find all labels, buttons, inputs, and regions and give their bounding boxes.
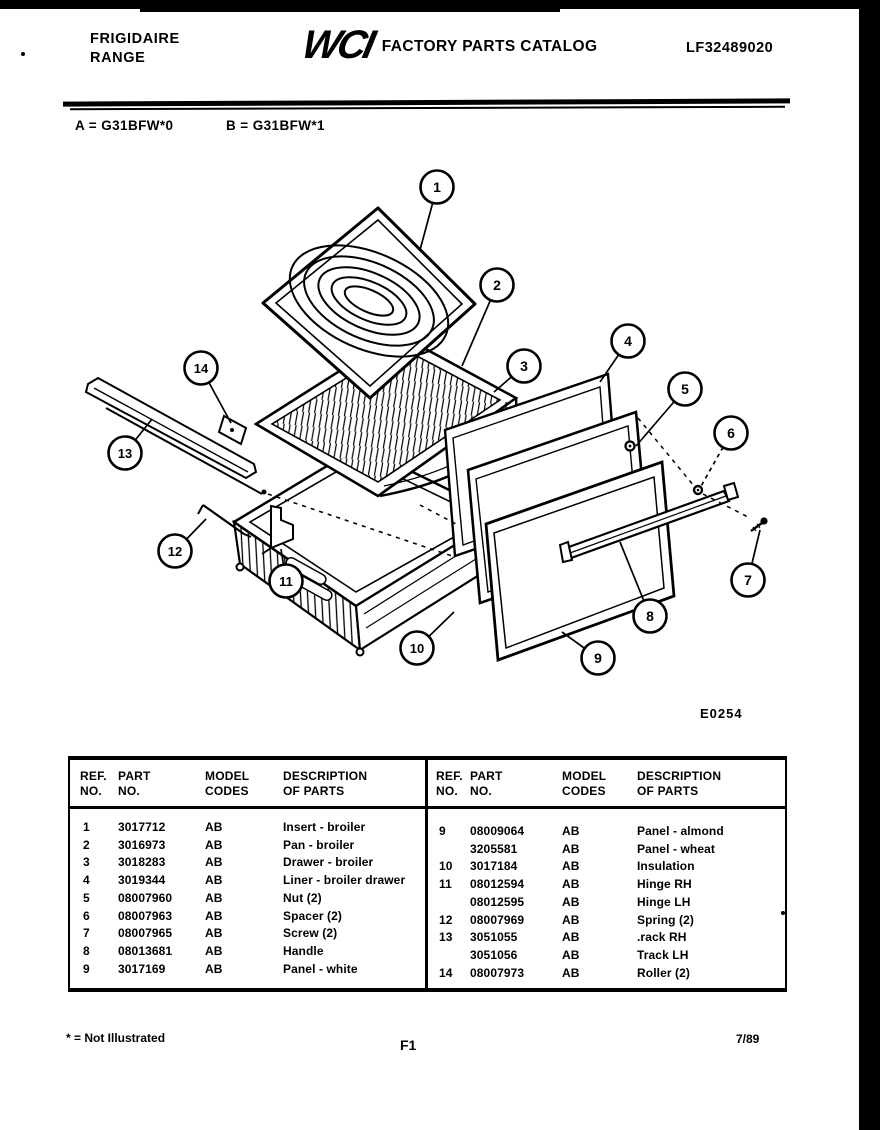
description: Roller (2) (637, 965, 691, 980)
part-no: 08007969 (470, 912, 525, 927)
table-row (80, 925, 425, 943)
table-row (436, 876, 785, 894)
callout-number-3: 3 (520, 358, 528, 374)
ref-no: 1 (83, 820, 90, 834)
description: Panel - white (283, 961, 358, 976)
model-codes: AB (205, 855, 223, 870)
model-codes: AB (562, 947, 580, 962)
column-header: DESCRIPTION OF PARTS (637, 769, 722, 798)
ref-no: 9 (83, 961, 90, 976)
brand-line2: RANGE (90, 50, 146, 66)
part-no: 3205581 (470, 841, 518, 856)
ref-no: 3 (83, 855, 90, 870)
table-row (436, 823, 785, 841)
ref-no (436, 947, 470, 965)
table-row (80, 854, 425, 872)
wci-logo: WCI (298, 23, 377, 67)
description: Insulation (637, 859, 695, 874)
model-a: A = G31BFW*0 (75, 118, 174, 133)
callout-number-1: 1 (433, 179, 441, 195)
description: Nut (2) (283, 890, 322, 905)
callout-number-2: 2 (493, 277, 501, 293)
callout-number-11: 11 (279, 574, 293, 589)
callout-number-12: 12 (167, 544, 183, 559)
column-header: PART NO. (470, 769, 503, 798)
column-header: REF. NO. (436, 769, 463, 798)
description: Pan - broiler (283, 837, 355, 852)
table-body (70, 809, 425, 978)
parts-table-right (428, 760, 785, 988)
model-codes: AB (205, 873, 223, 888)
part-no: 08012594 (470, 877, 525, 892)
catalog-title: FACTORY PARTS CATALOG (381, 38, 598, 55)
part-no: 08007965 (118, 926, 173, 941)
ref-no: 13 (439, 930, 453, 945)
column-header: REF. NO. (80, 769, 107, 798)
part-no: 08009064 (470, 824, 525, 838)
model-codes: AB (562, 841, 580, 856)
roller (219, 416, 246, 444)
description: Spring (2) (637, 912, 694, 927)
model-codes: AB (205, 943, 223, 958)
column-header: MODEL CODES (562, 769, 607, 798)
ref-no: 14 (439, 965, 453, 980)
description: .rack RH (637, 930, 687, 945)
model-codes: AB (562, 877, 580, 892)
description: Hinge RH (637, 877, 692, 892)
model-codes: AB (562, 930, 580, 945)
table-row (436, 858, 785, 876)
table-row (80, 837, 425, 855)
model-codes: AB (562, 894, 580, 909)
table-row (436, 894, 785, 912)
ref-no (436, 894, 470, 912)
model-codes: AB (205, 837, 223, 852)
model-codes: AB (562, 824, 580, 838)
description: Hinge LH (637, 894, 691, 909)
part-no: 08012595 (470, 894, 525, 909)
part-no: 08013681 (118, 943, 173, 958)
model-codes: AB (205, 890, 223, 905)
ref-no: 10 (439, 859, 453, 874)
description: Insert - broiler (283, 820, 366, 834)
ref-no (436, 841, 470, 859)
ref-no: 8 (83, 943, 90, 958)
ref-no: 7 (83, 926, 90, 941)
model-codes: AB (205, 926, 223, 941)
model-codes: AB (562, 965, 580, 980)
part-no: 3051055 (470, 930, 518, 945)
parts-table-left (70, 760, 428, 988)
callout-number-13: 13 (117, 446, 133, 461)
callout-number-6: 6 (727, 425, 735, 441)
callout-number-8: 8 (646, 608, 654, 624)
parts-table (68, 756, 787, 992)
column-header: DESCRIPTION OF PARTS (283, 769, 368, 798)
part-no: 08007973 (470, 965, 525, 980)
ref-no: 9 (439, 824, 446, 838)
callout-number-14: 14 (193, 361, 209, 376)
part-no: 08007960 (118, 890, 173, 905)
part-no: 3017184 (470, 859, 518, 874)
table-header (70, 760, 425, 809)
table-row (80, 943, 425, 961)
callout-number-9: 9 (594, 650, 602, 666)
description: Spacer (2) (283, 908, 343, 923)
column-header: MODEL CODES (205, 769, 250, 798)
part-no: 3051056 (470, 947, 518, 962)
callout-number-10: 10 (409, 641, 425, 656)
screw (751, 517, 768, 531)
table-body (428, 809, 785, 982)
table-header (428, 760, 785, 809)
doc-number: LF32489020 (686, 40, 774, 56)
description: Handle (283, 943, 324, 958)
table-row (436, 912, 785, 930)
ref-no: 4 (83, 873, 90, 888)
table-row (80, 872, 425, 890)
spacer (694, 486, 702, 494)
model-codes: AB (562, 859, 580, 874)
ref-no: 11 (439, 877, 452, 892)
part-no: 3018283 (118, 855, 166, 870)
model-codes: AB (562, 912, 580, 927)
table-row (436, 947, 785, 965)
callout-number-4: 4 (624, 333, 632, 349)
table-row (80, 819, 425, 837)
description: Track LH (637, 947, 689, 962)
not-illustrated-note: * = Not Illustrated (66, 1031, 166, 1045)
figure-code: E0254 (700, 706, 743, 721)
ref-no: 12 (439, 912, 453, 927)
column-header: PART NO. (118, 769, 151, 798)
part-no: 3016973 (118, 837, 166, 852)
date-code: 7/89 (736, 1032, 760, 1046)
table-row (80, 961, 425, 979)
model-codes: AB (205, 961, 223, 976)
ref-no: 5 (83, 890, 90, 905)
description: Panel - almond (637, 824, 724, 838)
part-no: 3017169 (118, 961, 166, 976)
table-row (80, 890, 425, 908)
table-row (436, 965, 785, 983)
part-no: 08007963 (118, 908, 173, 923)
brand-line1: FRIGIDAIRE (90, 31, 180, 47)
table-row (436, 841, 785, 859)
model-codes: AB (205, 908, 223, 923)
description: Liner - broiler drawer (283, 873, 406, 888)
callout-number-7: 7 (744, 572, 752, 588)
description: Screw (2) (283, 926, 338, 941)
description: Drawer - broiler (283, 855, 374, 870)
callout-number-5: 5 (681, 381, 689, 397)
table-row (80, 908, 425, 926)
page-code: F1 (400, 1037, 417, 1053)
model-b: B = G31BFW*1 (226, 118, 325, 133)
table-row (436, 929, 785, 947)
ref-no: 6 (83, 908, 90, 923)
part-no: 3019344 (118, 873, 166, 888)
model-codes: AB (205, 820, 223, 834)
description: Panel - wheat (637, 841, 715, 856)
part-no: 3017712 (118, 820, 166, 834)
ref-no: 2 (83, 837, 90, 852)
